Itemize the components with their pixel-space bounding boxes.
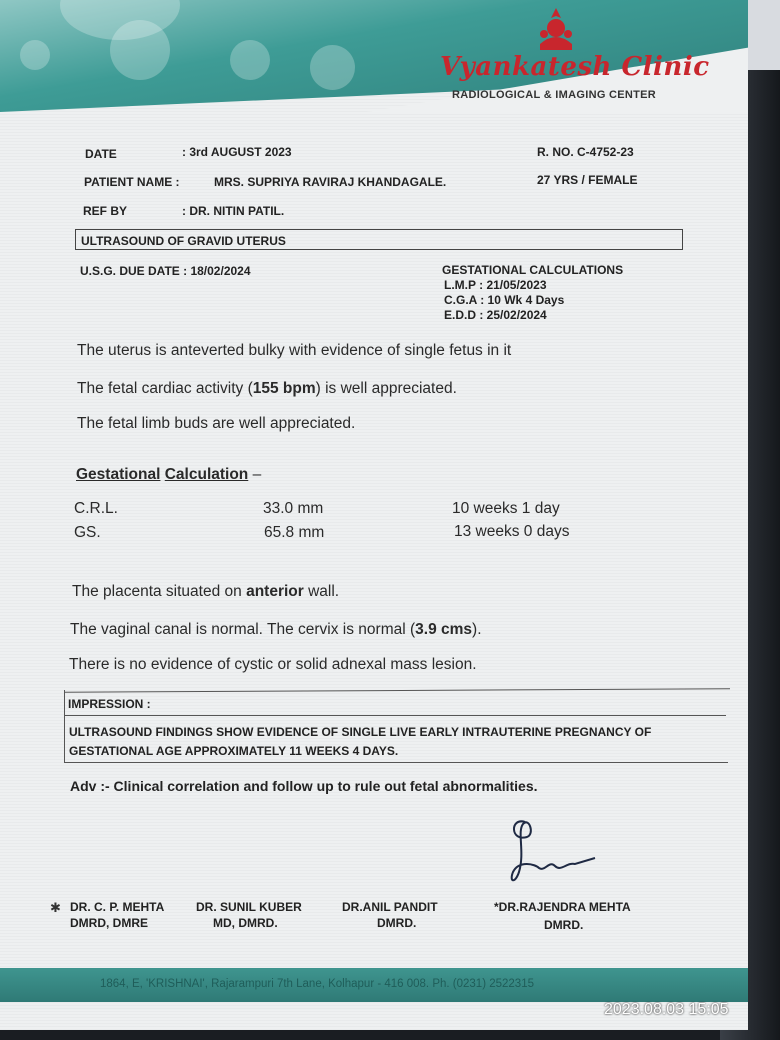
finding-adnexal: There is no evidence of cystic or solid adnexal mass lesion.	[69, 656, 477, 673]
registration-number: R. NO. C-4752-23	[537, 145, 634, 159]
edd-value: E.D.D : 25/02/2024	[444, 308, 547, 322]
finding-cardiac: The fetal cardiac activity (155 bpm) is well appreciated.	[77, 380, 457, 397]
doctor-1-degree: DMRD, DMRE	[70, 916, 148, 930]
finding-vaginal-canal: The vaginal canal is normal. The cervix is normal (3.9 cms).	[70, 621, 482, 638]
gs-label: GS.	[74, 524, 101, 541]
doctor-2-name: DR. SUNIL KUBER	[196, 900, 302, 914]
age-sex: 27 YRS / FEMALE	[537, 173, 638, 187]
footer-address: 1864, E, 'KRISHNAI', Rajarampuri 7th Lane, Kolhapur - 416 008. Ph. (0231) 2522315	[100, 978, 534, 990]
doctor-4-name: *DR.RAJENDRA MEHTA	[494, 900, 631, 914]
clinic-name: Vyankatesh Clinic	[440, 52, 710, 82]
doctor-3-degree: DMRD.	[377, 916, 417, 930]
ref-label: REF BY	[83, 204, 128, 218]
date-label: DATE	[85, 147, 117, 161]
finding-placenta: The placenta situated on anterior wall.	[72, 583, 340, 600]
doctor-4-degree: DMRD.	[544, 918, 584, 932]
impression-label: IMPRESSION :	[68, 697, 151, 711]
gestational-heading: GESTATIONAL CALCULATIONS	[442, 263, 624, 277]
doctor-3-name: DR.ANIL PANDIT	[342, 900, 438, 914]
gs-age: 13 weeks 0 days	[454, 523, 570, 540]
advice: Adv :- Clinical correlation and follow up to rule out fetal abnormalities.	[70, 778, 538, 794]
finding-uterus: The uterus is anteverted bulky with evidence of single fetus in it	[77, 342, 512, 359]
cga-value: C.G.A : 10 Wk 4 Days	[444, 293, 565, 307]
impression-line-1: ULTRASOUND FINDINGS SHOW EVIDENCE OF SINGLE LIVE EARLY INTRAUTERINE PREGNANCY OF	[69, 725, 652, 739]
crl-age: 10 weeks 1 day	[452, 500, 560, 517]
asterisk-mark: ✱	[50, 900, 61, 915]
ref-value: : DR. NITIN PATIL.	[182, 204, 285, 218]
deity-logo-icon	[530, 4, 582, 56]
doctor-signature	[505, 812, 605, 892]
impression-bottom-rule	[64, 762, 728, 763]
impression-top-rule	[64, 688, 730, 692]
crl-value: 33.0 mm	[263, 500, 324, 517]
patient-name-label: PATIENT NAME :	[84, 175, 180, 189]
usg-due-date: U.S.G. DUE DATE : 18/02/2024	[80, 264, 251, 278]
doctor-2-degree: MD, DMRD.	[213, 916, 278, 930]
doctor-1-name: DR. C. P. MEHTA	[70, 900, 165, 914]
date-value: : 3rd AUGUST 2023	[182, 145, 292, 159]
impression-left-rule	[64, 690, 65, 762]
crl-label: C.R.L.	[74, 500, 118, 517]
photo-timestamp: 2023.08.03 15:05	[604, 1001, 729, 1018]
finding-limb-buds: The fetal limb buds are well appreciated.	[77, 415, 356, 432]
impression-line-2: GESTATIONAL AGE APPROXIMATELY 11 WEEKS 4 DAYS.	[69, 744, 399, 758]
impression-label-rule	[64, 715, 726, 716]
lmp-value: L.M.P : 21/05/2023	[444, 278, 547, 292]
patient-name-value: MRS. SUPRIYA RAVIRAJ KHANDAGALE.	[214, 175, 447, 189]
calc-heading: Gestational Calculation –	[76, 466, 262, 483]
gs-value: 65.8 mm	[264, 524, 325, 541]
study-title: ULTRASOUND OF GRAVID UTERUS	[81, 234, 286, 248]
clinic-subtitle: RADIOLOGICAL & IMAGING CENTER	[452, 89, 657, 101]
